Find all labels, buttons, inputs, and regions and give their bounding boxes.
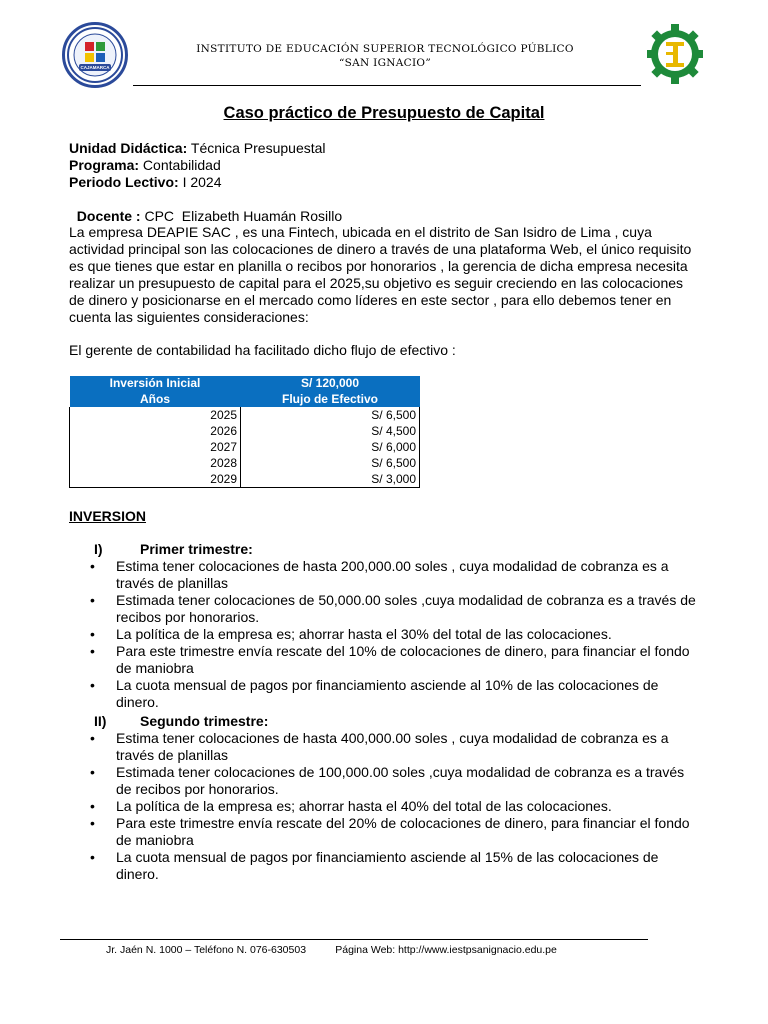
table-row bbox=[70, 439, 420, 455]
list-item: • Estimada tener colocaciones de 50,000.00 soles ,cuya modalidad de cobranza es a través de recibos por honorarios. bbox=[90, 592, 702, 626]
list-item: • Estimada tener colocaciones de 100,000.00 soles ,cuya modalidad de cobranza es a través de recibos por honorarios. bbox=[90, 764, 702, 798]
list-item: • La política de la empresa es; ahorrar hasta el 30% del total de las colocaciones. bbox=[90, 626, 702, 643]
table-cell-year: 2027 bbox=[70, 439, 241, 455]
document-title: Caso práctico de Presupuesto de Capital bbox=[223, 104, 545, 122]
institution-line-2: “SAN IGNACIO” bbox=[338, 57, 432, 69]
meta-label: Docente : bbox=[76, 208, 141, 224]
section-heading-1 bbox=[94, 541, 253, 557]
left-logo-text: CAJAMARCA bbox=[80, 65, 110, 70]
meta-value: I 2024 bbox=[178, 174, 222, 190]
meta-unidad-didactica bbox=[69, 140, 326, 157]
table-cell-flow: S/ 6,500 bbox=[241, 455, 420, 471]
table-row bbox=[70, 471, 420, 488]
institution-logo-right bbox=[646, 20, 704, 88]
cashflow-table bbox=[69, 376, 420, 488]
section-title: Segundo trimestre: bbox=[140, 713, 269, 729]
footer-address: Jr. Jaén N. 1000 – Teléfono N. 076-630503 bbox=[106, 944, 307, 956]
meta-label: Programa: bbox=[69, 157, 140, 173]
institution-line-1: INSTITUTO DE EDUCACIÓN SUPERIOR TECNOLÓGICO PÚBLICO bbox=[196, 43, 574, 55]
section-2-bullet-list bbox=[90, 730, 702, 883]
table-cell-year: 2026 bbox=[70, 423, 241, 439]
list-item: • Para este trimestre envía rescate del 20% de colocaciones de dinero, para financiar el fondo de maniobra bbox=[90, 815, 702, 849]
header-divider bbox=[133, 85, 641, 86]
table-cell-year: 2029 bbox=[70, 471, 241, 488]
table-cell-year: 2028 bbox=[70, 455, 241, 471]
footer bbox=[106, 944, 557, 956]
inversion-heading: INVERSION bbox=[69, 508, 147, 524]
list-item: • Estima tener colocaciones de hasta 400,000.00 soles , cuya modalidad de cobranza es a través de planillas bbox=[90, 730, 702, 764]
section-number: I) bbox=[94, 541, 103, 557]
meta-label: Unidad Didáctica: bbox=[69, 140, 188, 156]
meta-docente bbox=[69, 191, 342, 225]
table-header-cell: Inversión Inicial bbox=[70, 376, 241, 392]
table-row bbox=[70, 407, 420, 423]
table-header-cell: Años bbox=[70, 392, 241, 408]
table-cell-flow: S/ 6,500 bbox=[241, 407, 420, 423]
table-header-cell: S/ 120,000 bbox=[241, 376, 420, 392]
table-cell-flow: S/ 4,500 bbox=[241, 423, 420, 439]
table-cell-flow: S/ 6,000 bbox=[241, 439, 420, 455]
intro-paragraph: La empresa DEAPIE SAC , es una Fintech, ubicada en el distrito de San Isidro de Lima , cuya actividad principal son las colocaciones de dinero a través de una plataforma Web, el único requisito es que tienes que estar en planilla o recibos por honorarios , la gerencia de dicha empresa necesita realizar un presupuesto de capital para el 2025,su objetivo es seguir creciendo en las colocaciones de dinero y posicionarse en el mercado como líderes en este sector , para ello debemos tener en cuenta las siguientes consideraciones: bbox=[69, 224, 692, 325]
list-item: • Para este trimestre envía rescate del 10% de colocaciones de dinero, para financiar el fondo de maniobra bbox=[90, 643, 702, 677]
meta-value: CPC Elizabeth Huamán Rosillo bbox=[140, 208, 343, 224]
table-header-cell: Flujo de Efectivo bbox=[241, 392, 420, 408]
list-item: • La política de la empresa es; ahorrar hasta el 40% del total de las colocaciones. bbox=[90, 798, 702, 815]
table-row bbox=[70, 423, 420, 439]
section-number: II) bbox=[94, 713, 107, 729]
table-header-row bbox=[70, 376, 420, 392]
footer-divider bbox=[60, 939, 648, 940]
table-header-row bbox=[70, 392, 420, 408]
meta-label: Periodo Lectivo: bbox=[69, 174, 179, 190]
cashflow-intro-paragraph: El gerente de contabilidad ha facilitado dicho flujo de efectivo : bbox=[69, 342, 456, 358]
institution-logo-left bbox=[62, 22, 128, 88]
institution-name bbox=[150, 42, 620, 70]
footer-web: Página Web: http://www.iestpsanignacio.edu.pe bbox=[335, 944, 557, 956]
meta-programa bbox=[69, 157, 221, 174]
list-item: • Estima tener colocaciones de hasta 200,000.00 soles , cuya modalidad de cobranza es a través de planillas bbox=[90, 558, 702, 592]
section-1-bullet-list bbox=[90, 558, 702, 711]
section-heading-2 bbox=[94, 713, 268, 729]
meta-value: Contabilidad bbox=[139, 157, 221, 173]
list-item: • La cuota mensual de pagos por financiamiento asciende al 15% de las colocaciones de dinero. bbox=[90, 849, 702, 883]
meta-value: Técnica Presupuestal bbox=[187, 140, 326, 156]
table-cell-year: 2025 bbox=[70, 407, 241, 423]
meta-periodo-lectivo bbox=[69, 174, 222, 191]
list-item: • La cuota mensual de pagos por financiamiento asciende al 10% de las colocaciones de dinero. bbox=[90, 677, 702, 711]
table-cell-flow: S/ 3,000 bbox=[241, 471, 420, 488]
section-title: Primer trimestre: bbox=[140, 541, 253, 557]
table-row bbox=[70, 455, 420, 471]
